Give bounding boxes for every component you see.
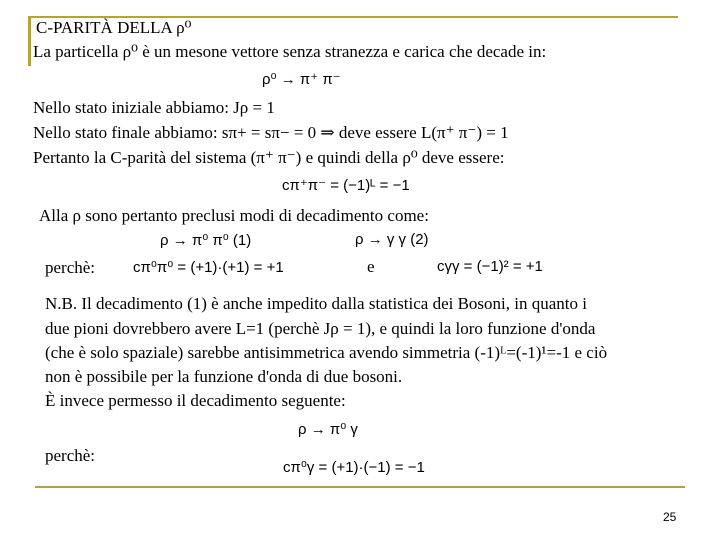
because-label-2: perchè: (45, 446, 96, 465)
equation-decay-main: ρ⁰ → π⁺ π⁻ (262, 71, 341, 88)
equation-c-pi0pi0: cπ⁰π⁰ = (+1)·(+1) = +1 (133, 259, 284, 276)
page-number: 25 (663, 510, 677, 524)
note-line-5: È invece permesso il decadimento seguente: (45, 391, 346, 410)
frame-bottom-line (35, 486, 685, 488)
precluded-intro-text: Alla ρ sono pertanto preclusi modi di decadimento come: (39, 206, 429, 225)
slide-title: C-PARITÀ DELLA ρ⁰ (36, 18, 192, 37)
intro-text: La particella ρ⁰ è un mesone vettore senza stranezza e carica che decade in: (33, 42, 547, 61)
therefore-text: Pertanto la C-parità del sistema (π⁺ π⁻) e quindi della ρ⁰ deve essere: (33, 148, 505, 167)
equation-decay-allowed: ρ → π⁰ γ (298, 421, 358, 438)
equation-c-gammagamma: cγγ = (−1)² = +1 (437, 258, 543, 275)
equation-decay-1: ρ → π⁰ π⁰ (1) (160, 232, 252, 249)
initial-state-text: Nello stato iniziale abbiamo: Jρ = 1 (33, 98, 275, 117)
note-line-2: due pioni dovrebbero avere L=1 (perchè Jρ = 1), e quindi la loro funzione d'onda (45, 319, 596, 338)
frame-left-line (28, 16, 31, 66)
because-label-1: perchè: (45, 258, 96, 277)
note-line-1: N.B. Il decadimento (1) è anche impedito dalla statistica dei Bosoni, in quanto i (45, 294, 587, 313)
equation-decay-2: ρ → γ γ (2) (355, 231, 429, 248)
note-line-4: non è possibile per la funzione d'onda di due bosoni. (45, 367, 403, 386)
note-line-3: (che è solo spaziale) sarebbe antisimmetrica avendo simmetria (-1)ᴸ=(-1)¹=-1 e ciò (45, 343, 608, 362)
join-e: e (367, 257, 375, 276)
final-state-text: Nello stato finale abbiamo: sπ+ = sπ− = 0 ⇒ deve essere L(π⁺ π⁻) = 1 (33, 123, 509, 142)
equation-c-pi0gamma: cπ⁰γ = (+1)·(−1) = −1 (283, 459, 425, 476)
equation-c-parity: cπ⁺π⁻ = (−1)ᴸ = −1 (282, 177, 410, 194)
